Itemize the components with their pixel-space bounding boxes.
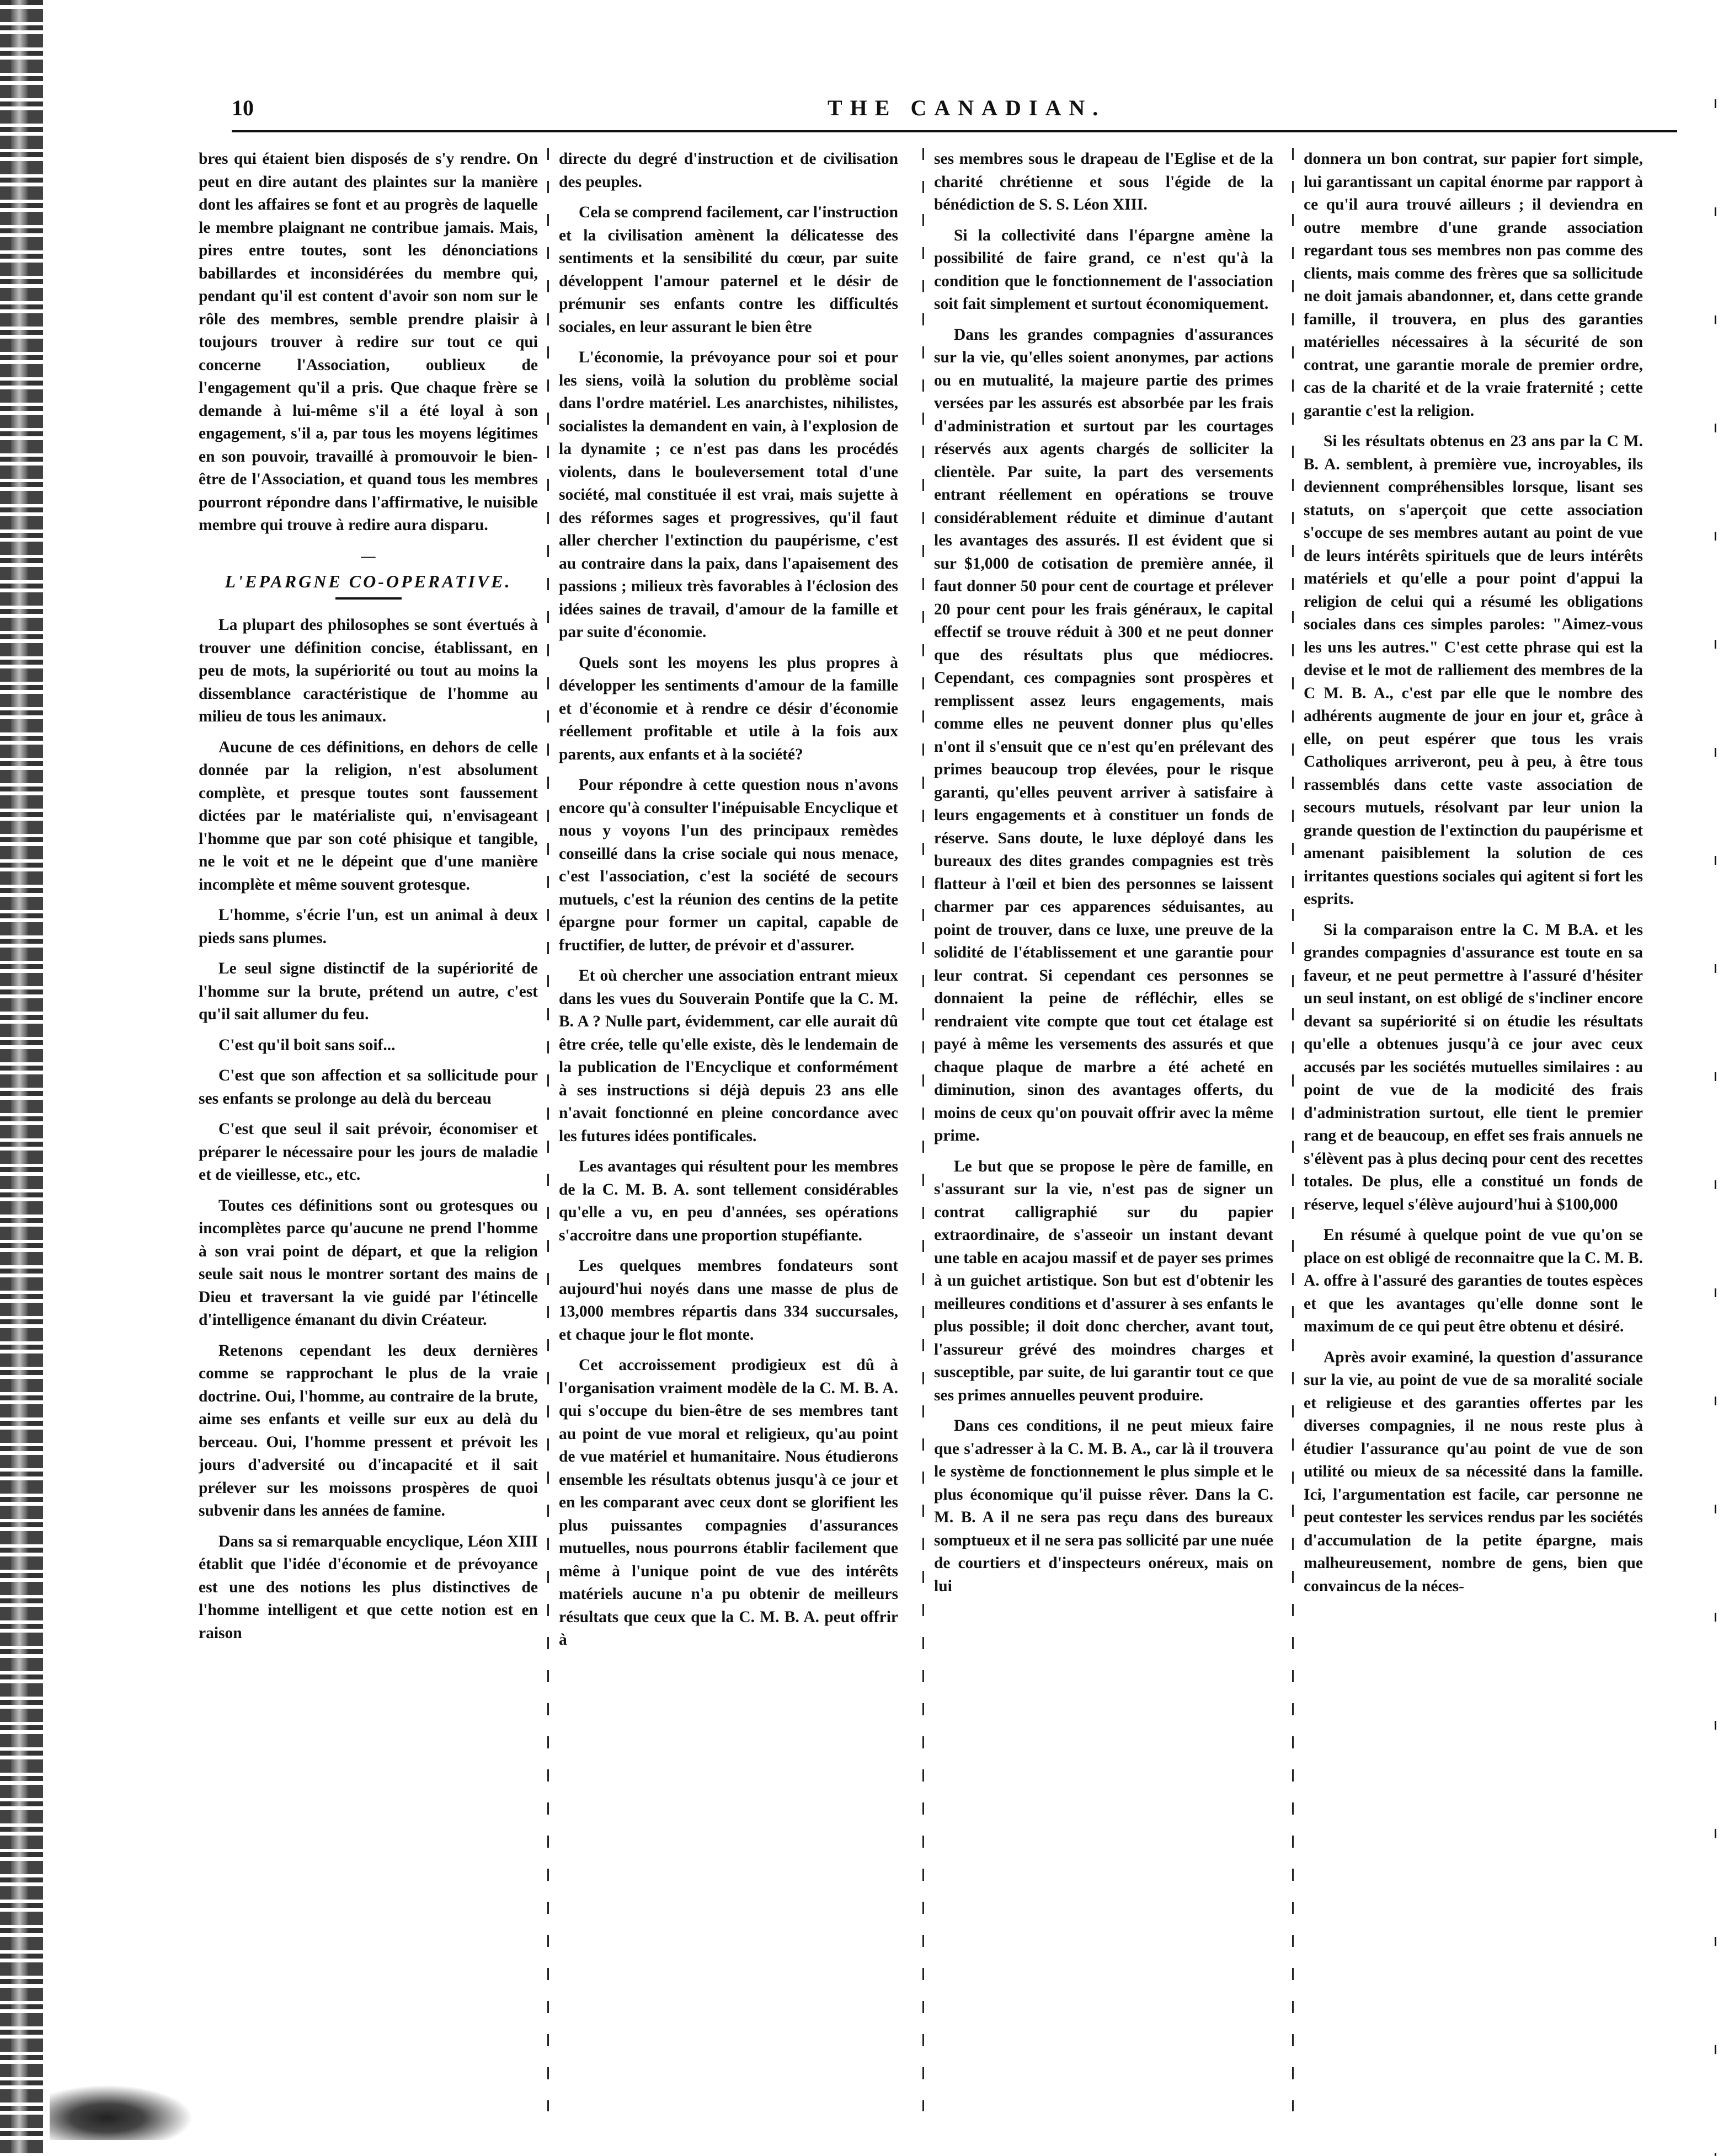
paragraph: L'homme, s'écrie l'un, est un animal à deux pieds sans plumes. <box>199 906 538 947</box>
header-rule <box>232 130 1677 132</box>
paragraph: Si les résultats obtenus en 23 ans par la C M. B. A. semblent, à première vue, incroyables, ils deviennent compréhensibles lorsque, lisant ses statuts, on s'aperçoit que cette association s'occupe de ses membres autant au point de vue de leurs intérêts spirituels que de leurs intérêts matériels et qu'elle a pour point d'appui la religion de celui qui a résumé les obligations sociales dans ces simples paroles: "Aimez-vous les uns les autres." C'est cette phrase qui est la devise et le mot de ralliement des membres de la C M. B. A., c'est par elle que le nombre des adhérents augmente de jour en jour et, grâce à elle, on peut espérer que tous les vrais Catholiques arriveront, peu à peu, à être tous rassemblés dans cette vaste association de secours mutuels, résolvant par leur union la grande question de l'extinction du paupérisme et amenant paisiblement la solution de ces irritantes questions sociales qui agitent si fort les esprits. <box>1304 432 1643 908</box>
paragraph: Retenons cependant les deux dernières comme se rapprochant le plus de la vraie doctrine. Oui, l'homme, au contraire de la brute, aime ses enfants et veille sur eux au delà du berceau. Oui, l'homme pressent et prévoit les jours d'adversité ou d'incapacité et il sait prélever sur les moissons prospères de quoi subvenir dans les années de famine. <box>199 1341 538 1520</box>
paragraph: Dans ces conditions, il ne peut mieux faire que s'adresser à la C. M. B. A., car là il trouvera le système de fonctionnement le plus simple et le plus économique qu'il puisse rêver. Dans la C. M. B. A il ne sera pas reçu dans des bureaux somptueux et il ne sera pas sollicité par une nuée de courtiers et d'inspecteurs onéreux, mais on lui <box>934 1417 1273 1595</box>
paragraph: Si la comparaison entre la C. M B.A. et les grandes compagnies d'assurance est toute en sa faveur, et ne peut permettre à l'assuré d'hésiter un seul instant, on est obligé de s'incliner encore devant sa supériorité si on étudie les résultats qu'elle a obtenues jusqu'à ce jour avec ceux accusés par les sociétés mutuelles similaires : au point de vue de la modicité des frais d'administration surtout, elle tient le premier rang et de beaucoup, en effet ses frais annuels ne s'élèvent pas à plus decinq pour cent des recettes totales. De plus, elle a constitué un fonds de réserve, lequel s'élève aujourd'hui à $100,000 <box>1304 921 1643 1213</box>
paragraph: C'est qu'il boit sans soif... <box>218 1036 396 1054</box>
text-column-3 <box>934 148 1273 2117</box>
paragraph: En résumé à quelque point de vue qu'on se place on est obligé de reconnaitre que la C. M. B. A. offre à l'assuré des garanties de toutes espèces et que les avantages qu'elle donne sont le maximum de ce qui peut être obtenu et désiré. <box>1304 1226 1643 1335</box>
text-column-1 <box>199 148 538 2117</box>
page-header <box>232 95 1688 128</box>
paragraph: donnera un bon contrat, sur papier fort simple, lui garantissant un capital énorme par rapport à ce qu'il aura trouvé ailleurs ; il deviendra en outre membre d'une grande association regardant tous ses membres non pas comme des clients, mais comme des frères que sa sollicitude ne doit jamais abandonner, et, dans cette grande famille, il trouvera, en plus des garanties matérielles nécessaires à la sécurité de son contrat, une garantie morale de premier ordre, cas de la charité et de la vraie fraternité ; cette garantie c'est la religion. <box>1304 150 1643 420</box>
masthead-title: THE CANADIAN. <box>828 95 1106 120</box>
paragraph: Pour répondre à cette question nous n'avons encore qu'à consulter l'inépuisable Encyclique et nous y voyons l'un des principaux remèdes conseillé dans la crise sociale qui nous menace, c'est l'association, c'est la société de secours mutuels, c'est la réunion des centins de la petite épargne pour former un capital, capable de fructifier, de lutter, de prévoir et d'assurer. <box>559 776 898 954</box>
column-divider <box>922 148 924 2111</box>
heading-rule <box>335 597 402 600</box>
paragraph: Le seul signe distinctif de la supériorité de l'homme sur la brute, prétend un autre, c'est qu'il sait allumer du feu. <box>199 960 538 1023</box>
paragraph: Toutes ces définitions sont ou grotesques ou incomplètes parce qu'aucune ne prend l'homme à son vrai point de départ, et que la religion seule sait nous le montrer sortant des mains de Dieu et traversant la vie guidé par l'étincelle d'intelligence émanant du divin Créateur. <box>199 1196 538 1329</box>
scan-smudge <box>50 2085 193 2140</box>
column-divider <box>1292 148 1294 2111</box>
paragraph: C'est que seul il sait prévoir, économiser et préparer le nécessaire pour les jours de maladie et de vieillesse, etc., etc. <box>199 1120 538 1184</box>
paragraph: Dans sa si remarquable encyclique, Léon XIII établit que l'idée d'économie et de prévoyance est une des notions les plus distinctives de l'homme intelligent et que cette notion est en raison <box>199 1532 538 1642</box>
paragraph: ses membres sous le drapeau de l'Eglise et de la charité chrétienne et sous l'égide de la bénédiction de S. S. Léon XIII. <box>934 150 1273 213</box>
paragraph: Après avoir examiné, la question d'assurance sur la vie, au point de vue de sa moralité sociale et religieuse et des garanties offertes par les diverses compagnies, il ne nous reste plus à étudier l'assurance qu'au point de vue de son utilité ou mieux de sa nécessité dans la famille. Ici, l'argumentation est facile, car personne ne peut contester les services rendus par les sociétés d'accumulation de la petite épargne, mais malheureusement, nombre de gens, bien que convaincus de la néces- <box>1304 1348 1643 1595</box>
paragraph: Dans les grandes compagnies d'assurances sur la vie, qu'elles soient anonymes, par actions ou en mutualité, la majeure partie des primes versées par les assurés est absorbée par les frais d'administration et surtout par les courtages réservés aux agents chargés de solliciter la clientèle. Par suite, la part des versements entrant réellement en opérations se trouve considérablement réduite et diminue d'autant les avantages des assurés. Il est évident que si sur $1,000 de cotisation de première année, il faut donner 50 pour cent de courtage et prélever 20 pour cent pour les frais généraux, le capital effectif se trouve réduit à 300 et ne peut donner que des résultats plus que médiocres. Cependant, ces compagnies sont prospères et remplissent assez leurs engagements, mais comme elles ne peuvent donner plus qu'elles n'ont il s'ensuit que ce n'est qu'en prélevant des primes beaucoup trop élevées, pour le risque garanti, qu'elles peuvent arriver à satisfaire à leurs engagements et à constituer un fonds de réserve. Sans doute, le luxe déployé dans les bureaux des dites grandes compagnies est très flatteur à l'œil et bien des personnes se laissent charmer par ces apparences séduisantes, au point de trouver, dans ce luxe, une preuve de la solidité de l'établissement et une garantie pour leur contrat. Si cependant ces personnes se donnaient la peine de réfléchir, elles se rendraient vite compte que tout cet étalage est payé à même les versements des assurés et que chaque plaque de marbre a été acheté en diminution, sinon des avantages offerts, du moins de ceux qu'on pouvait offrir avec la même prime. <box>934 325 1273 1144</box>
paragraph: L'économie, la prévoyance pour soi et pour les siens, voilà la solution du problème social dans l'ordre matériel. Les anarchistes, nihilistes, socialistes la demandent en vain, à l'explosion de la dynamite ; ce n'est pas dans les procédés violents, dans le bouleversement total d'une société, mal constituée il est vrai, mais sujette à des réformes sages et progressives, qu'il faut aller chercher l'extinction du paupérisme, c'est au contraire dans la paix, dans l'apaisement des passions ; milieux très favorables à l'éclosion des idées saines de travail, d'amour de la famille et par suite d'économie. <box>559 349 898 641</box>
paragraph: La plupart des philosophes se sont évertués à trouver une définition concise, établissant, en peu de mots, la supériorité ou tout au moins la dissemblance caractéristique de l'homme au milieu de tous les animaux. <box>199 616 538 725</box>
paragraph: Cet accroissement prodigieux est dû à l'organisation vraiment modèle de la C. M. B. A. qui s'occupe du bien-être de ses membres tant au point de vue moral et religieux, qu'au point de vue matériel et humanitaire. Nous étudierons ensemble les résultats obtenus jusqu'à ce jour et en les comparant avec ceux dont se glorifient les plus puissantes compagnies d'assurances mutuelles, nous pourrons établir facilement que même à l'unique point de vue des intérêts matériels aucune n'a pu obtenir de meilleurs résultats que ceux que la C. M. B. A. peut offrir à <box>559 1356 898 1649</box>
paragraph: Aucune de ces définitions, en dehors de celle donnée par la religion, n'est absolument complète, et presque toutes sont faussement dictées par le matérialiste qui, n'envisageant l'homme que par son coté phisique et tangible, ne le voit et ne le dépeint que d'une manière incomplète et même souvent grotesque. <box>199 738 538 894</box>
paragraph: Le but que se propose le père de famille, en s'assurant sur la vie, n'est pas de signer un contrat calligraphié sur du papier extraordinaire, de s'asseoir un instant devant une table en acajou massif et de payer ses primes à un guichet artistique. Son but est d'obtenir les meilleures conditions et d'assurer à ses enfants le plus possible; il doit donc chercher, avant tout, l'assureur grévé des moindres charges et susceptible, par suite, de lui garantir tout ce que ses primes annuelles peuvent produire. <box>934 1157 1273 1404</box>
paragraph: bres qui étaient bien disposés de s'y rendre. On peut en dire autant des plaintes sur la manière dont les affaires se font et au progrès de laquelle le membre plaignant ne contribue jamais. Mais, pires entre toutes, sont les dénonciations babillardes et inconsidérées du membre qui, pendant qu'il est content d'avoir son nom sur le rôle des membres, semble prendre plaisir à toujours trouver à redire sur tout ce qui concerne l'Association, oublieux de l'engagement qu'il a pris. Que chaque frère se demande à lui-même s'il a été loyal à son engagement, s'il a, par tous les moyens légitimes en son pouvoir, travaillé à promouvoir le bien-être de l'Association, et quand tous les membres pourront répondre dans l'affirmative, le nuisible membre qui trouve à redire aura disparu. <box>199 150 538 534</box>
paragraph: C'est que son affection et sa sollicitude pour ses enfants se prolonge au delà du berceau <box>199 1067 538 1108</box>
paragraph: Si la collectivité dans l'épargne amène la possibilité de faire grand, ce n'est qu'à la condition que le fonctionnement de l'association soit fait simplement et surtout économiquement. <box>934 226 1273 313</box>
ornament-dash: — <box>361 548 376 564</box>
scan-margin-marks <box>1715 0 1716 2156</box>
scanned-binding-edge <box>0 0 43 2156</box>
column-divider <box>547 148 549 2111</box>
paragraph: Et où chercher une association entrant mieux dans les vues du Souverain Pontife que la C. M. B. A ? Nulle part, évidemment, car elle aurait dû être crée, telle qu'elle existe, dès le lendemain de la publication de l'Encyclique et conformément à ses instructions si déjà depuis 23 ans elle n'avait fonctionné en pleine concordance avec les futures idées pontificales. <box>559 967 898 1145</box>
paragraph: Cela se comprend facilement, car l'instruction et la civilisation amènent la délicatesse des sentiments et la sensibilité du cœur, par suite développent l'amour paternel et le désir de prémunir ses enfants contre les difficultés sociales, en leur assurant le bien être <box>559 204 898 336</box>
paragraph: directe du degré d'instruction et de civilisation des peuples. <box>559 150 898 191</box>
text-column-2 <box>559 148 898 2117</box>
paragraph: Les quelques membres fondateurs sont aujourd'hui noyés dans une masse de plus de 13,000 membres répartis dans 334 succursales, et chaque jour le flot monte. <box>559 1257 898 1344</box>
page-number: 10 <box>232 95 254 120</box>
text-column-4 <box>1304 148 1643 2117</box>
paragraph: Les avantages qui résultent pour les membres de la C. M. B. A. sont tellement considérables qu'elle a vu, en peu d'années, ses opérations s'accroitre dans une proportion stupéfiante. <box>559 1158 898 1244</box>
paragraph: Quels sont les moyens les plus propres à développer les sentiments d'amour de la famille et d'économie et à rendre ce désir d'économie réellement profitable et utile à la fois aux parents, aux enfants et à la société? <box>559 654 898 763</box>
section-heading: L'EPARGNE CO-OPERATIVE. <box>225 571 512 591</box>
